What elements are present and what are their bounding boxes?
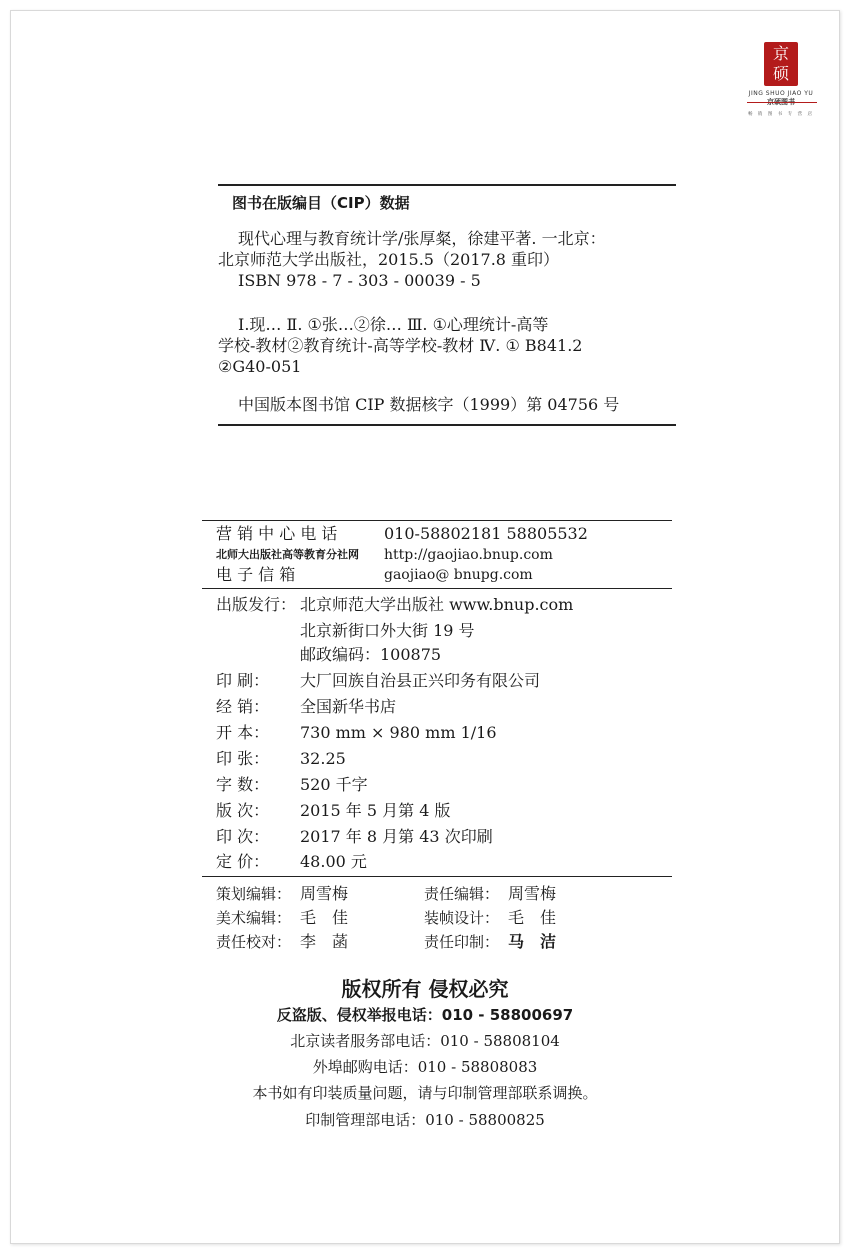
email-label: 电 子 信 箱 [216, 565, 296, 584]
sales-value: 010-58802181 58805532 [384, 524, 588, 543]
web-value: http://gaojiao.bnup.com [384, 547, 553, 563]
price-label: 定 价： [216, 852, 270, 871]
seal-char-bottom: 硕 [772, 64, 789, 83]
rights-reader: 北京读者服务部电话：010 - 58808104 [290, 1032, 560, 1050]
format-value: 730 mm × 980 mm 1/16 [300, 723, 497, 742]
editor-label: 责任编辑： [424, 885, 500, 903]
sheets-label: 印 张： [216, 749, 270, 768]
cip-line-2: 北京师范大学出版社，2015.5（2017.8 重印） [218, 250, 560, 269]
print-value: 大厂回族自治县正兴印务有限公司 [300, 671, 541, 690]
art-value: 毛 佳 [300, 908, 349, 927]
proof-label: 责任校对： [216, 933, 292, 951]
editor-value: 周雪梅 [508, 884, 557, 903]
cip-bottom-rule [218, 424, 676, 426]
binding-label: 装帧设计： [424, 909, 500, 927]
dist-value: 全国新华书店 [300, 697, 397, 716]
cip-isbn: ISBN 978 - 7 - 303 - 00039 - 5 [238, 271, 481, 290]
publisher-postcode: 邮政编码：100875 [300, 645, 442, 664]
cip-class-3: ②G40-051 [218, 357, 302, 376]
rights-headline: 版权所有 侵权必究 [341, 977, 509, 1001]
print-label: 印 刷： [216, 671, 270, 690]
cip-title: 图书在版编目（CIP）数据 [232, 194, 410, 212]
binding-value: 毛 佳 [508, 908, 557, 927]
printing-value: 马 洁 [508, 932, 557, 951]
rights-piracy: 反盗版、侵权举报电话：010 - 58800697 [276, 1006, 574, 1024]
web-label: 北师大出版社高等教育分社网 [216, 548, 359, 561]
cip-class-1: Ⅰ.现… Ⅱ. ①张…②徐… Ⅲ. ①心理统计-高等 [238, 315, 549, 334]
contact-bottom-rule [202, 588, 672, 589]
art-label: 美术编辑： [216, 909, 292, 927]
sales-label: 营 销 中 心 电 话 [216, 524, 338, 543]
logo-slogan: 畅 销 图 书 专 营 店 [747, 112, 815, 117]
format-label: 开 本： [216, 723, 270, 742]
publisher-logo [733, 42, 829, 117]
printing-label: 责任印制： [424, 933, 500, 951]
sheets-value: 32.25 [300, 749, 346, 768]
contact-top-rule [202, 520, 672, 521]
cip-line-1: 现代心理与教育统计学/张厚粲，徐建平著. 一北京： [238, 229, 606, 248]
proof-value: 李 菡 [300, 932, 349, 951]
impression-value: 2017 年 8 月第 43 次印刷 [300, 827, 493, 846]
edition-value: 2015 年 5 月第 4 版 [300, 801, 451, 820]
rights-quality: 本书如有印装质量问题，请与印制管理部联系调换。 [252, 1084, 598, 1102]
rights-mail: 外埠邮购电话：010 - 58808083 [312, 1058, 538, 1076]
publish-bottom-rule [202, 876, 672, 877]
planning-label: 策划编辑： [216, 885, 292, 903]
words-label: 字 数： [216, 775, 270, 794]
publisher-label: 出版发行： [216, 595, 297, 614]
seal-icon [764, 42, 798, 86]
email-value: gaojiao@ bnupg.com [384, 567, 533, 583]
cip-top-rule [218, 184, 676, 186]
impression-label: 印 次： [216, 827, 270, 846]
planning-value: 周雪梅 [300, 884, 349, 903]
rights-dept: 印制管理部电话：010 - 58800825 [305, 1111, 545, 1129]
cip-record: 中国版本图书馆 CIP 数据核字（1999）第 04756 号 [238, 395, 620, 414]
price-value: 48.00 元 [300, 852, 367, 871]
seal-char-top: 京 [772, 44, 789, 63]
edition-label: 版 次： [216, 801, 270, 820]
publisher-value: 北京师范大学出版社 www.bnup.com [300, 595, 574, 614]
dist-label: 经 销： [216, 697, 270, 716]
publisher-address: 北京新街口外大街 19 号 [300, 621, 475, 640]
cip-class-2: 学校-教材②教育统计-高等学校-教材 Ⅳ. ① B841.2 [218, 336, 583, 355]
logo-divider [747, 102, 817, 103]
words-value: 520 千字 [300, 775, 368, 794]
logo-pinyin: JING SHUO JIAO YU [748, 90, 814, 97]
